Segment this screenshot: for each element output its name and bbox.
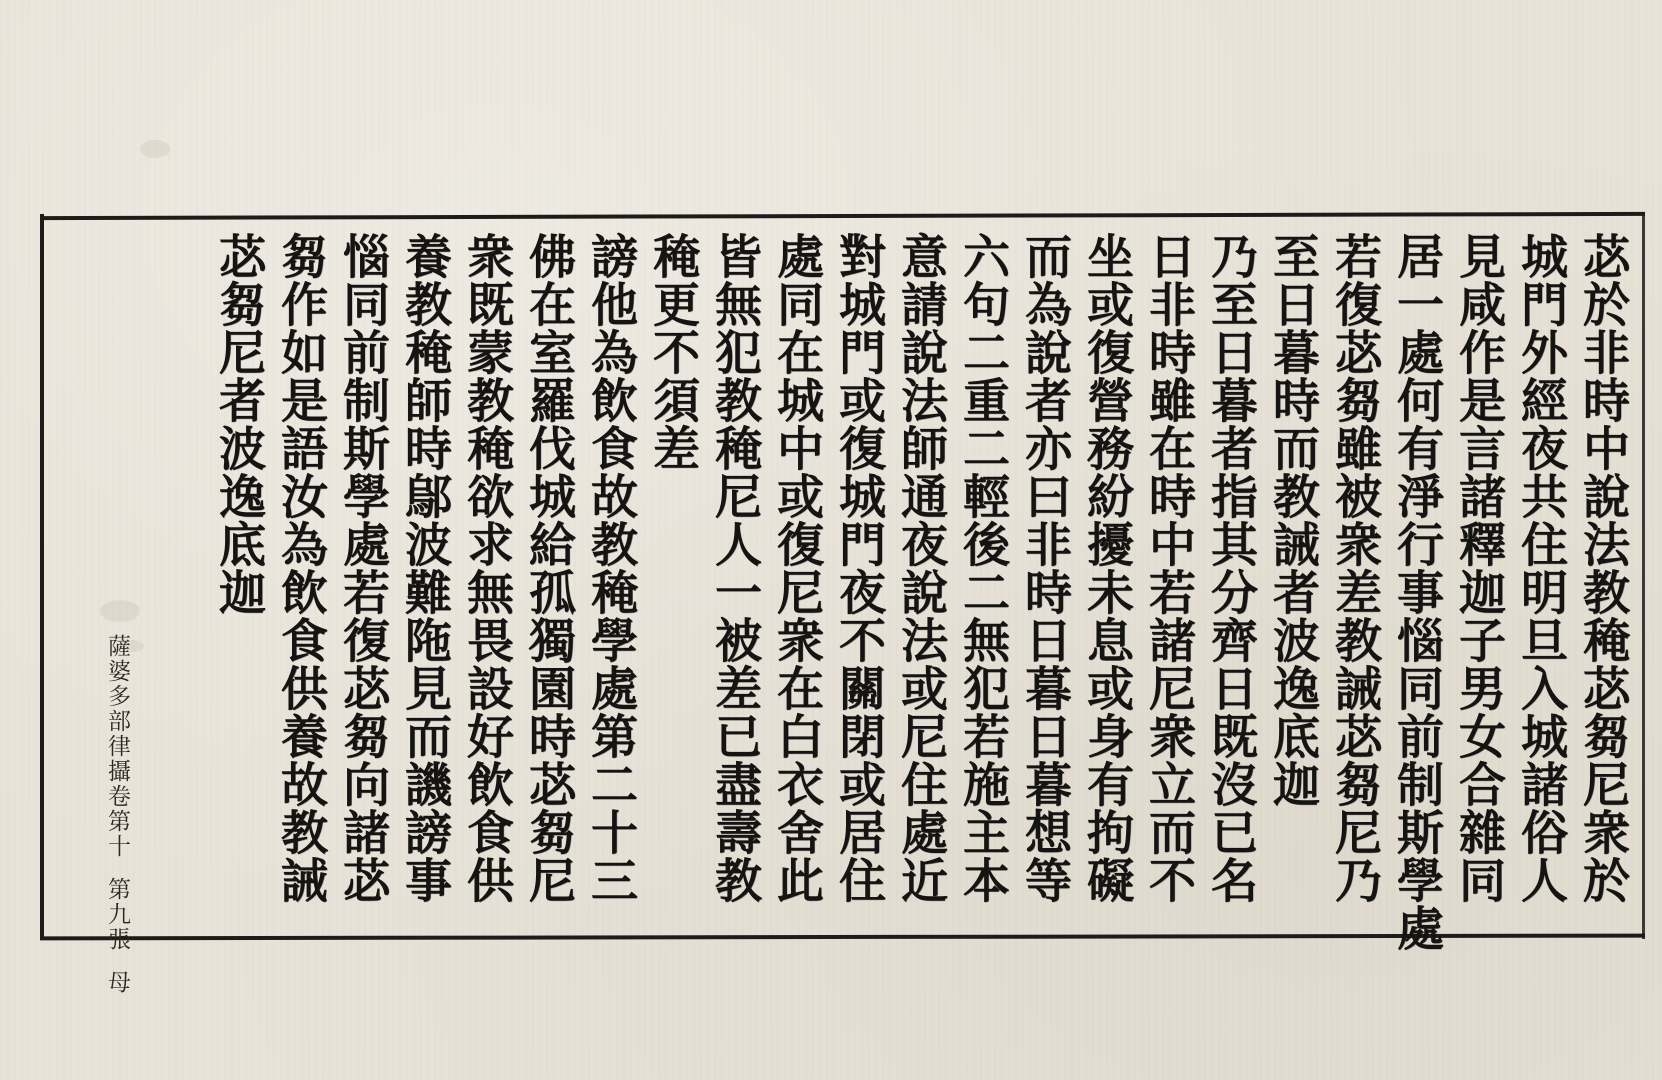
text-block (40, 214, 1645, 995)
text-column: 對城門或復城門夜不關閉或居住 (831, 232, 886, 904)
text-column: 六句二重二輕後二無犯若施主本 (955, 232, 1010, 904)
text-column: 芻作如是語汝為飲食供養故教誡 (273, 232, 328, 904)
text-column: 皆無犯教䅖尼人一被差已盡壽教 (707, 232, 762, 904)
text-column: 乃至日暮者指其分齊日既沒已名 (1203, 232, 1258, 904)
frame-left-rule (40, 214, 44, 939)
text-column: 養教䅖師時鄔波難陁見而譏謗事 (397, 232, 452, 904)
margin-page-number: 第九張 (104, 877, 130, 952)
text-column: 衆既蒙教䅖欲求無畏設好飲食供 (459, 232, 514, 904)
text-column: 坐或復營務紛擾未息或身有拘礙 (1079, 232, 1134, 904)
frame-top-rule (40, 212, 1645, 220)
text-column: 城門外經夜共住明旦入城諸俗人 (1513, 232, 1568, 904)
text-column: 若復苾芻雖被衆差教誡苾芻尼乃 (1327, 232, 1382, 904)
text-column: 見咸作是言諸釋迦子男女合雜同 (1451, 232, 1506, 904)
text-column: 日非時雖在時中若諸尼衆立而不 (1141, 232, 1196, 904)
margin-title: 薩婆多部律攝卷第十 (104, 634, 130, 859)
text-column: 意請說法師通夜說法或尼住處近 (893, 232, 948, 904)
text-column: 居一處何有淨行事惱同前制斯學處 (1389, 232, 1444, 952)
text-column: 苾於非時中說法教䅖苾芻尼衆於 (1575, 232, 1630, 904)
paper-stain (140, 140, 170, 158)
text-column: 至日暮時而教誡者波逸底迦 (1265, 232, 1320, 808)
margin-running-title (104, 634, 130, 995)
text-column: 而為說者亦曰非時日暮日暮想等 (1017, 232, 1072, 904)
text-column: 苾芻尼者波逸底迦 (211, 232, 266, 616)
text-column: 處同在城中或復尼衆在白衣舍此 (769, 232, 824, 904)
frame-right-rule (1642, 214, 1645, 939)
margin-mark: 母 (104, 970, 130, 995)
text-column: 佛在室羅伐城給孤獨園時苾芻尼 (521, 232, 576, 904)
text-column: 惱同前制斯學處若復苾芻向諸苾 (335, 232, 390, 904)
section-heading-column: 謗他為飲食故教䅖學處第二十三 (583, 232, 638, 904)
text-column: 䅖更不須差 (645, 232, 700, 472)
